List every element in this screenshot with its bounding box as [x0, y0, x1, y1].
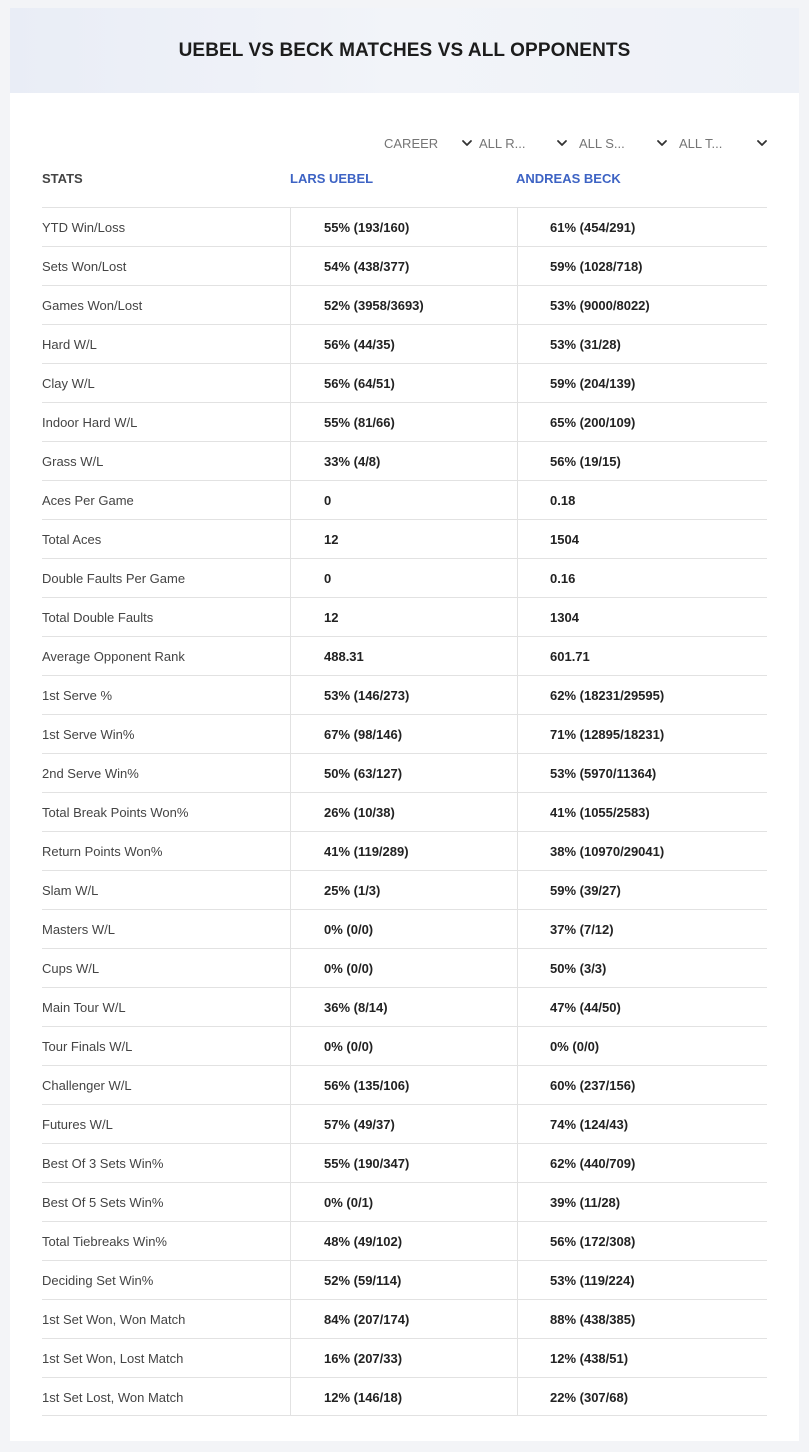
player2-value: 47% (44/50) [517, 988, 767, 1026]
player2-value: 38% (10970/29041) [517, 832, 767, 870]
table-row [42, 363, 767, 402]
table-row [42, 285, 767, 324]
stat-label: 1st Set Won, Lost Match [42, 1350, 184, 1366]
stat-label: Double Faults Per Game [42, 570, 186, 586]
stat-label: Best Of 3 Sets Win% [42, 1155, 164, 1171]
player2-value: 88% (438/385) [517, 1300, 767, 1338]
player1-value: 12 [290, 520, 517, 558]
player1-value: 55% (190/347) [290, 1144, 517, 1182]
round-select-value: ALL R... [479, 135, 526, 151]
player1-value: 48% (49/102) [290, 1222, 517, 1260]
player1-value: 25% (1/3) [290, 871, 517, 909]
stat-label: Average Opponent Rank [42, 648, 185, 664]
table-row [42, 1065, 767, 1104]
table-row [42, 636, 767, 675]
stat-label: Total Double Faults [42, 609, 154, 625]
player1-value: 26% (10/38) [290, 793, 517, 831]
player2-value: 53% (31/28) [517, 325, 767, 363]
stats-column-header: STATS [42, 171, 83, 186]
stat-label: Deciding Set Win% [42, 1272, 154, 1288]
player1-value: 41% (119/289) [290, 832, 517, 870]
player1-value: 12% (146/18) [290, 1378, 517, 1416]
player1-value: 53% (146/273) [290, 676, 517, 714]
player2-value: 50% (3/3) [517, 949, 767, 987]
stat-label: 1st Set Won, Won Match [42, 1311, 186, 1327]
player2-value: 65% (200/109) [517, 403, 767, 441]
table-row [42, 441, 767, 480]
career-select[interactable] [384, 126, 474, 160]
table-row [42, 1104, 767, 1143]
player2-value: 61% (454/291) [517, 208, 767, 246]
table-row [42, 1143, 767, 1182]
table-row [42, 909, 767, 948]
player1-value: 0% (0/0) [290, 1027, 517, 1065]
player2-value: 39% (11/28) [517, 1183, 767, 1221]
player1-value: 56% (135/106) [290, 1066, 517, 1104]
table-row [42, 324, 767, 363]
player1-value: 36% (8/14) [290, 988, 517, 1026]
stat-label: 1st Serve Win% [42, 726, 135, 742]
player1-value: 0% (0/1) [290, 1183, 517, 1221]
table-row [42, 246, 767, 285]
stat-label: Clay W/L [42, 375, 95, 391]
player2-value: 53% (119/224) [517, 1261, 767, 1299]
table-row [42, 753, 767, 792]
tournament-select[interactable] [679, 126, 769, 160]
round-select[interactable] [479, 126, 569, 160]
table-row [42, 870, 767, 909]
stats-table-header [42, 168, 767, 208]
player2-value: 12% (438/51) [517, 1339, 767, 1377]
stat-label: Indoor Hard W/L [42, 414, 138, 430]
stat-label: Return Points Won% [42, 843, 163, 859]
stat-label: Total Tiebreaks Win% [42, 1233, 167, 1249]
chevron-down-icon [755, 136, 769, 150]
player2-value: 62% (440/709) [517, 1144, 767, 1182]
player2-value: 59% (204/139) [517, 364, 767, 402]
player2-value: 1304 [517, 598, 767, 636]
stat-label: Masters W/L [42, 921, 115, 937]
player1-value: 67% (98/146) [290, 715, 517, 753]
surface-select-value: ALL S... [579, 135, 625, 151]
stat-label: Total Aces [42, 531, 102, 547]
player2-value: 56% (172/308) [517, 1222, 767, 1260]
stat-label: Aces Per Game [42, 492, 134, 508]
stat-label: Slam W/L [42, 882, 99, 898]
table-row [42, 1260, 767, 1299]
page-header [10, 8, 799, 93]
stats-table-body [42, 207, 767, 1416]
player1-value: 0 [290, 559, 517, 597]
table-row [42, 207, 767, 246]
table-row [42, 597, 767, 636]
player2-value: 41% (1055/2583) [517, 793, 767, 831]
player2-value: 59% (39/27) [517, 871, 767, 909]
player2-link[interactable]: ANDREAS BECK [516, 171, 621, 186]
player2-value: 56% (19/15) [517, 442, 767, 480]
stat-label: Hard W/L [42, 336, 97, 352]
stat-label: Grass W/L [42, 453, 104, 469]
player1-value: 52% (59/114) [290, 1261, 517, 1299]
table-row [42, 792, 767, 831]
player1-value: 50% (63/127) [290, 754, 517, 792]
table-row [42, 1377, 767, 1416]
table-row [42, 480, 767, 519]
table-row [42, 987, 767, 1026]
player2-value: 53% (5970/11364) [517, 754, 767, 792]
player1-value: 84% (207/174) [290, 1300, 517, 1338]
stats-card [10, 8, 799, 1441]
stat-label: 2nd Serve Win% [42, 765, 139, 781]
player2-value: 74% (124/43) [517, 1105, 767, 1143]
player2-value: 601.71 [517, 637, 767, 675]
stat-label: Cups W/L [42, 960, 100, 976]
table-row [42, 714, 767, 753]
stat-label: 1st Serve % [42, 687, 113, 703]
stat-label: Total Break Points Won% [42, 804, 189, 820]
player1-link[interactable]: LARS UEBEL [290, 171, 374, 186]
table-row [42, 402, 767, 441]
stat-label: Best Of 5 Sets Win% [42, 1194, 164, 1210]
stat-label: Sets Won/Lost [42, 258, 127, 274]
player1-value: 55% (81/66) [290, 403, 517, 441]
table-row [42, 558, 767, 597]
player2-value: 0.16 [517, 559, 767, 597]
player2-value: 37% (7/12) [517, 910, 767, 948]
stat-label: Challenger W/L [42, 1077, 132, 1093]
player2-value: 1504 [517, 520, 767, 558]
player2-value: 0% (0/0) [517, 1027, 767, 1065]
player1-value: 16% (207/33) [290, 1339, 517, 1377]
page-title: UEBEL VS BECK MATCHES VS ALL OPPONENTS [178, 39, 631, 61]
player1-value: 56% (64/51) [290, 364, 517, 402]
stat-label: Main Tour W/L [42, 999, 126, 1015]
player2-value: 60% (237/156) [517, 1066, 767, 1104]
stat-label: Futures W/L [42, 1116, 113, 1132]
player2-value: 53% (9000/8022) [517, 286, 767, 324]
player1-value: 54% (438/377) [290, 247, 517, 285]
table-row [42, 1026, 767, 1065]
chevron-down-icon [555, 136, 569, 150]
player1-value: 0 [290, 481, 517, 519]
table-row [42, 1299, 767, 1338]
tournament-select-value: ALL T... [679, 135, 723, 151]
surface-select[interactable] [579, 126, 669, 160]
player2-value: 22% (307/68) [517, 1378, 767, 1416]
player2-value: 0.18 [517, 481, 767, 519]
chevron-down-icon [655, 136, 669, 150]
filter-bar [374, 126, 774, 160]
career-select-value: CAREER [384, 135, 439, 151]
player1-value: 55% (193/160) [290, 208, 517, 246]
player2-value: 59% (1028/718) [517, 247, 767, 285]
stat-label: Games Won/Lost [42, 297, 143, 313]
player1-value: 33% (4/8) [290, 442, 517, 480]
player1-value: 52% (3958/3693) [290, 286, 517, 324]
player1-value: 0% (0/0) [290, 949, 517, 987]
player1-value: 56% (44/35) [290, 325, 517, 363]
player1-value: 488.31 [290, 637, 517, 675]
player1-value: 12 [290, 598, 517, 636]
player1-value: 57% (49/37) [290, 1105, 517, 1143]
table-row [42, 831, 767, 870]
chevron-down-icon [460, 136, 474, 150]
stat-label: Tour Finals W/L [42, 1038, 133, 1054]
table-row [42, 519, 767, 558]
stat-label: YTD Win/Loss [42, 219, 126, 235]
player1-value: 0% (0/0) [290, 910, 517, 948]
table-row [42, 948, 767, 987]
stat-label: 1st Set Lost, Won Match [42, 1389, 184, 1405]
table-row [42, 1221, 767, 1260]
table-row [42, 675, 767, 714]
player2-value: 71% (12895/18231) [517, 715, 767, 753]
table-row [42, 1182, 767, 1221]
table-row [42, 1338, 767, 1377]
player2-value: 62% (18231/29595) [517, 676, 767, 714]
